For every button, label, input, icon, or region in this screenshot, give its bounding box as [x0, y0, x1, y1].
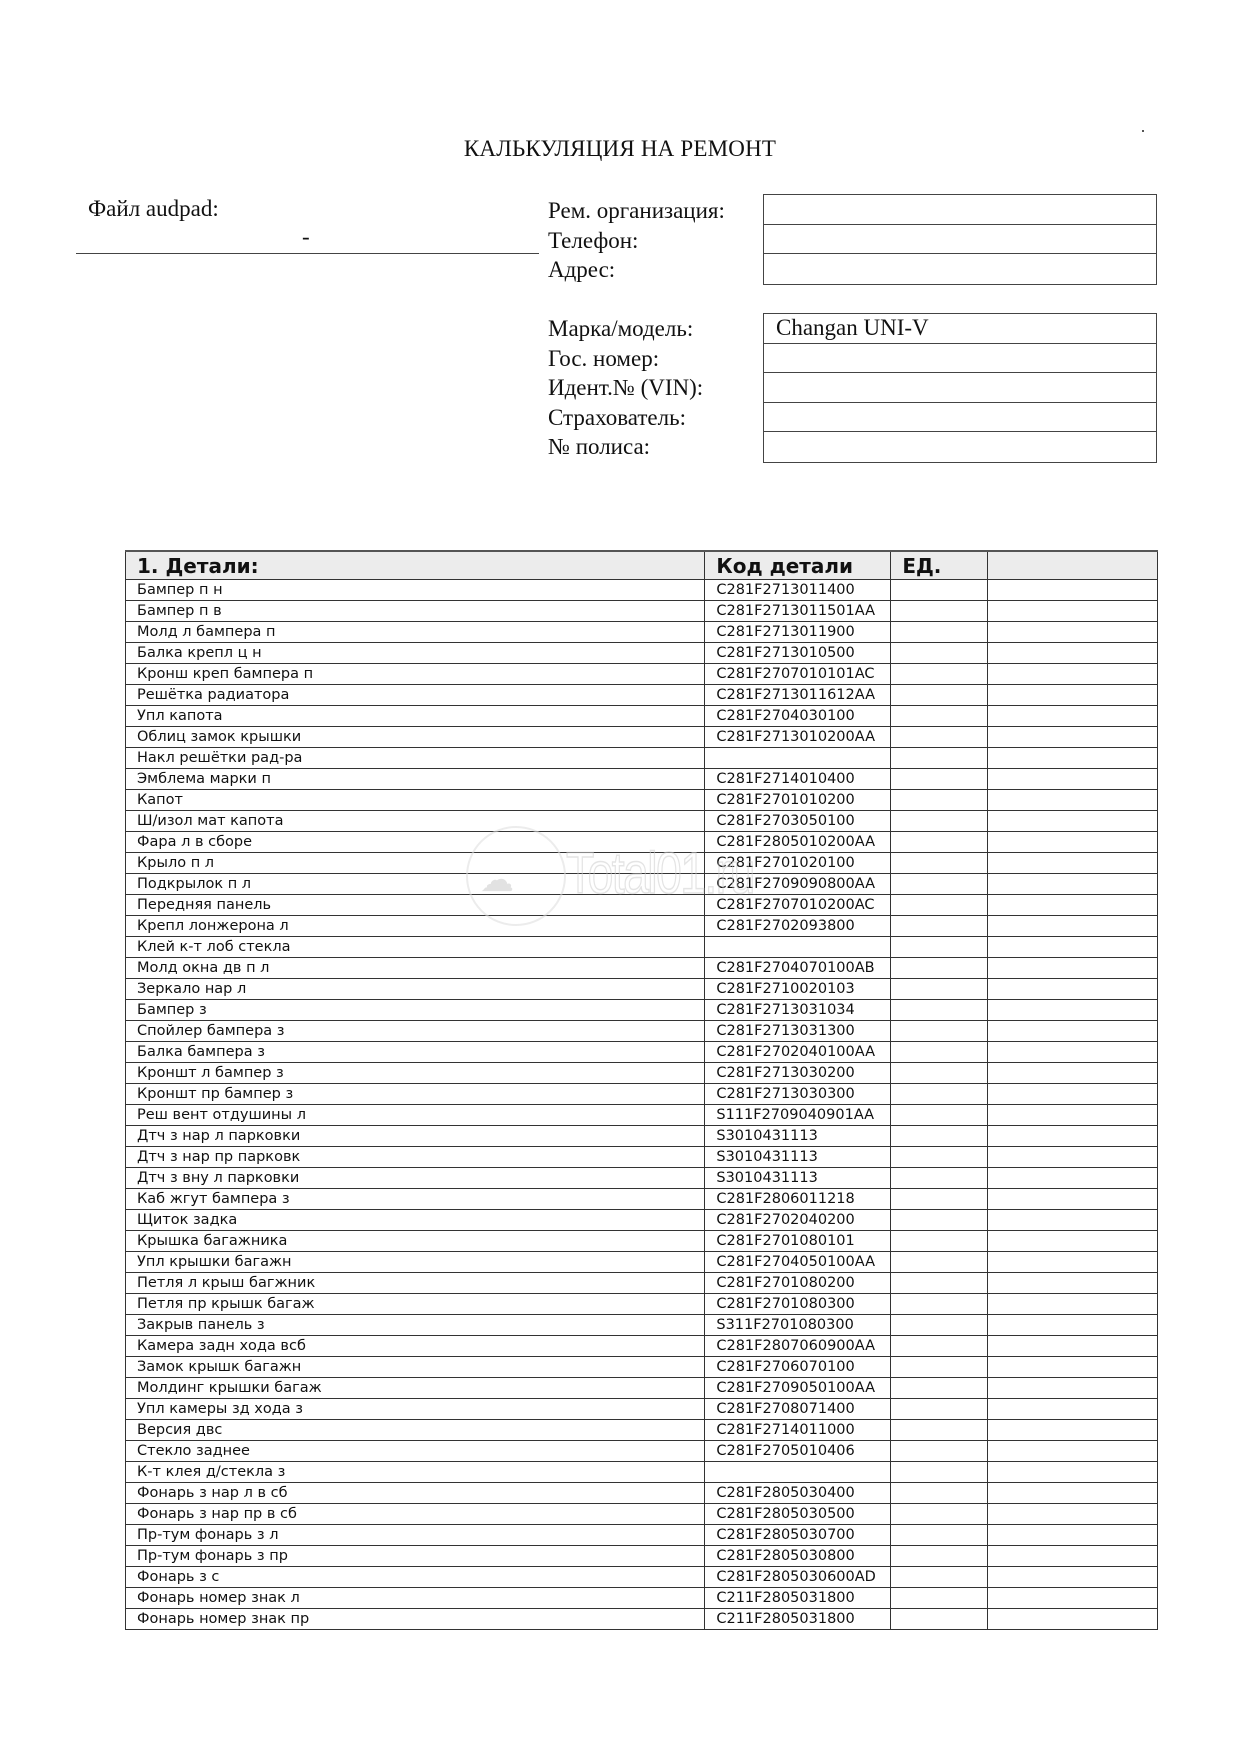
- part-code-cell: C281F2713031300: [705, 1021, 891, 1042]
- parts-table: [125, 550, 1158, 1630]
- part-extra-cell[interactable]: [988, 706, 1158, 727]
- part-unit-cell[interactable]: [891, 958, 988, 979]
- table-row: [126, 1042, 1158, 1063]
- table-row: [126, 1063, 1158, 1084]
- part-unit-cell[interactable]: [891, 664, 988, 685]
- table-row: [126, 601, 1158, 622]
- table-row: [126, 790, 1158, 811]
- part-unit-cell[interactable]: [891, 1063, 988, 1084]
- table-row: [126, 685, 1158, 706]
- table-row: [126, 1084, 1158, 1105]
- part-unit-cell[interactable]: [891, 1042, 988, 1063]
- part-code-cell: C281F2701080300: [705, 1294, 891, 1315]
- part-unit-cell[interactable]: [891, 1210, 988, 1231]
- table-row: [126, 1294, 1158, 1315]
- part-unit-cell[interactable]: [891, 643, 988, 664]
- part-name-cell: Щиток задка: [126, 1210, 705, 1231]
- part-code-cell: C281F2805010200AA: [705, 832, 891, 853]
- part-extra-cell[interactable]: [988, 1084, 1158, 1105]
- org-field-phone[interactable]: [764, 225, 1156, 255]
- part-name-cell: Фонарь з с: [126, 1567, 705, 1588]
- part-unit-cell[interactable]: [891, 1546, 988, 1567]
- part-code-cell: C281F2708071400: [705, 1399, 891, 1420]
- part-name-cell: Упл камеры зд хода з: [126, 1399, 705, 1420]
- table-row: [126, 1105, 1158, 1126]
- table-row: [126, 727, 1158, 748]
- part-extra-cell[interactable]: [988, 601, 1158, 622]
- part-code-cell: C281F2704030100: [705, 706, 891, 727]
- part-name-cell: Фонарь номер знак пр: [126, 1609, 705, 1630]
- part-code-cell: C281F2702093800: [705, 916, 891, 937]
- part-unit-cell[interactable]: [891, 1588, 988, 1609]
- part-unit-cell[interactable]: [891, 1504, 988, 1525]
- part-name-cell: Пр-тум фонарь з л: [126, 1525, 705, 1546]
- part-name-cell: Балка бампера з: [126, 1042, 705, 1063]
- table-row: [126, 1315, 1158, 1336]
- part-code-cell: C281F2713011501AA: [705, 601, 891, 622]
- part-code-cell: C281F2707010200AC: [705, 895, 891, 916]
- part-code-cell: C281F2705010406: [705, 1441, 891, 1462]
- part-unit-cell[interactable]: [891, 1273, 988, 1294]
- part-name-cell: Версия двс: [126, 1420, 705, 1441]
- part-extra-cell[interactable]: [988, 1588, 1158, 1609]
- part-unit-cell[interactable]: [891, 1105, 988, 1126]
- org-label-phone: Телефон:: [548, 227, 639, 253]
- part-extra-cell[interactable]: [988, 832, 1158, 853]
- part-extra-cell[interactable]: [988, 769, 1158, 790]
- part-name-cell: Каб жгут бампера з: [126, 1189, 705, 1210]
- part-unit-cell[interactable]: [891, 811, 988, 832]
- part-name-cell: Петля л крыш багжник: [126, 1273, 705, 1294]
- table-row: [126, 1378, 1158, 1399]
- part-name-cell: Зеркало нар л: [126, 979, 705, 1000]
- part-code-cell: C281F2713010200AA: [705, 727, 891, 748]
- part-extra-cell[interactable]: [988, 1168, 1158, 1189]
- part-name-cell: Камера задн хода всб: [126, 1336, 705, 1357]
- part-code-cell: C281F2701010200: [705, 790, 891, 811]
- part-extra-cell[interactable]: [988, 1189, 1158, 1210]
- header-part-code: Код детали: [705, 551, 891, 580]
- part-code-cell: [705, 937, 891, 958]
- stray-dot: [1142, 130, 1144, 132]
- part-name-cell: Молд л бампера п: [126, 622, 705, 643]
- part-code-cell: C281F2713011400: [705, 580, 891, 601]
- part-unit-cell[interactable]: [891, 979, 988, 1000]
- part-name-cell: К-т клея д/стекла з: [126, 1462, 705, 1483]
- part-code-cell: C281F2704050100AA: [705, 1252, 891, 1273]
- part-code-cell: C281F2714011000: [705, 1420, 891, 1441]
- table-row: [126, 1609, 1158, 1630]
- table-row: [126, 580, 1158, 601]
- table-row: [126, 1546, 1158, 1567]
- file-value: -: [302, 224, 310, 249]
- part-name-cell: Облиц замок крышки: [126, 727, 705, 748]
- part-extra-cell[interactable]: [988, 1063, 1158, 1084]
- part-unit-cell[interactable]: [891, 1378, 988, 1399]
- part-code-cell: C281F2701020100: [705, 853, 891, 874]
- parts-table-header: [126, 551, 1158, 580]
- part-name-cell: Спойлер бампера з: [126, 1021, 705, 1042]
- parts-table-body: [126, 580, 1158, 1630]
- part-name-cell: Молд окна дв п л: [126, 958, 705, 979]
- part-extra-cell[interactable]: [988, 874, 1158, 895]
- part-name-cell: Молдинг крышки багаж: [126, 1378, 705, 1399]
- table-row: [126, 1504, 1158, 1525]
- part-unit-cell[interactable]: [891, 1357, 988, 1378]
- part-name-cell: Фара л в сборе: [126, 832, 705, 853]
- part-unit-cell[interactable]: [891, 1420, 988, 1441]
- part-extra-cell[interactable]: [988, 1231, 1158, 1252]
- car-icon: ☁: [480, 862, 514, 899]
- part-unit-cell[interactable]: [891, 1147, 988, 1168]
- part-name-cell: Бампер п н: [126, 580, 705, 601]
- part-name-cell: Ш/изол мат капота: [126, 811, 705, 832]
- part-unit-cell[interactable]: [891, 832, 988, 853]
- table-row: [126, 832, 1158, 853]
- part-code-cell: C281F2713010500: [705, 643, 891, 664]
- part-extra-cell[interactable]: [988, 1126, 1158, 1147]
- part-unit-cell[interactable]: [891, 706, 988, 727]
- part-extra-cell[interactable]: [988, 790, 1158, 811]
- part-name-cell: Стекло заднее: [126, 1441, 705, 1462]
- part-extra-cell[interactable]: [988, 1420, 1158, 1441]
- table-row: [126, 1273, 1158, 1294]
- table-row: [126, 1525, 1158, 1546]
- part-code-cell: C281F2807060900AA: [705, 1336, 891, 1357]
- vehicle-field-make-model[interactable]: Changan UNI-V: [764, 314, 1156, 344]
- table-row: [126, 1441, 1158, 1462]
- part-extra-cell[interactable]: [988, 1441, 1158, 1462]
- table-row: [126, 1357, 1158, 1378]
- part-code-cell: C281F2702040100AA: [705, 1042, 891, 1063]
- part-extra-cell[interactable]: [988, 1105, 1158, 1126]
- part-name-cell: Упл капота: [126, 706, 705, 727]
- part-name-cell: Кроншт л бампер з: [126, 1063, 705, 1084]
- part-code-cell: C281F2702040200: [705, 1210, 891, 1231]
- part-extra-cell[interactable]: [988, 622, 1158, 643]
- part-unit-cell[interactable]: [891, 580, 988, 601]
- part-extra-cell[interactable]: [988, 685, 1158, 706]
- part-extra-cell[interactable]: [988, 1294, 1158, 1315]
- part-code-cell: S3010431113: [705, 1168, 891, 1189]
- header-parts: 1. Детали:: [126, 551, 705, 580]
- part-code-cell: C281F2706070100: [705, 1357, 891, 1378]
- part-code-cell: C281F2707010101AC: [705, 664, 891, 685]
- part-extra-cell[interactable]: [988, 1378, 1158, 1399]
- part-name-cell: Закрыв панель з: [126, 1315, 705, 1336]
- table-row: [126, 1189, 1158, 1210]
- part-name-cell: Фонарь з нар л в сб: [126, 1483, 705, 1504]
- part-code-cell: C211F2805031800: [705, 1588, 891, 1609]
- table-row: [126, 1336, 1158, 1357]
- table-row: [126, 1231, 1158, 1252]
- table-row: [126, 769, 1158, 790]
- part-name-cell: Реш вент отдушины л: [126, 1105, 705, 1126]
- part-unit-cell[interactable]: [891, 853, 988, 874]
- vehicle-label-make-model: Марка/модель:: [548, 316, 694, 341]
- part-code-cell: S3010431113: [705, 1126, 891, 1147]
- part-extra-cell[interactable]: [988, 1357, 1158, 1378]
- part-extra-cell[interactable]: [988, 643, 1158, 664]
- part-name-cell: Дтч з вну л парковки: [126, 1168, 705, 1189]
- table-row: [126, 1210, 1158, 1231]
- table-row: [126, 937, 1158, 958]
- part-name-cell: Крыло п л: [126, 853, 705, 874]
- table-row: [126, 706, 1158, 727]
- part-unit-cell[interactable]: [891, 1336, 988, 1357]
- org-field-address[interactable]: [764, 254, 1156, 284]
- part-extra-cell[interactable]: [988, 1252, 1158, 1273]
- part-code-cell: [705, 1462, 891, 1483]
- part-code-cell: C281F2805030400: [705, 1483, 891, 1504]
- table-row: [126, 1483, 1158, 1504]
- part-extra-cell[interactable]: [988, 1021, 1158, 1042]
- table-row: [126, 853, 1158, 874]
- table-row: [126, 1462, 1158, 1483]
- part-extra-cell[interactable]: [988, 748, 1158, 769]
- part-unit-cell[interactable]: [891, 916, 988, 937]
- part-name-cell: Подкрылок п л: [126, 874, 705, 895]
- part-unit-cell[interactable]: [891, 895, 988, 916]
- part-unit-cell[interactable]: [891, 937, 988, 958]
- part-unit-cell[interactable]: [891, 1168, 988, 1189]
- part-unit-cell[interactable]: [891, 727, 988, 748]
- org-label-address: Адрес:: [548, 257, 616, 282]
- part-unit-cell[interactable]: [891, 1399, 988, 1420]
- part-unit-cell[interactable]: [891, 685, 988, 706]
- part-code-cell: C281F2714010400: [705, 769, 891, 790]
- part-unit-cell[interactable]: [891, 1483, 988, 1504]
- table-row: [126, 1252, 1158, 1273]
- part-unit-cell[interactable]: [891, 1000, 988, 1021]
- part-code-cell: [705, 748, 891, 769]
- part-name-cell: Пр-тум фонарь з пр: [126, 1546, 705, 1567]
- part-extra-cell[interactable]: [988, 1336, 1158, 1357]
- part-extra-cell[interactable]: [988, 1000, 1158, 1021]
- part-unit-cell[interactable]: [891, 622, 988, 643]
- table-row: [126, 1000, 1158, 1021]
- part-code-cell: C281F2805030800: [705, 1546, 891, 1567]
- table-row: [126, 1021, 1158, 1042]
- part-unit-cell[interactable]: [891, 1609, 988, 1630]
- table-row: [126, 1567, 1158, 1588]
- part-name-cell: Решётка радиатора: [126, 685, 705, 706]
- part-extra-cell[interactable]: [988, 664, 1158, 685]
- part-name-cell: Замок крышк багажн: [126, 1357, 705, 1378]
- vehicle-field-policy[interactable]: [764, 432, 1156, 462]
- table-row: [126, 1147, 1158, 1168]
- part-name-cell: Капот: [126, 790, 705, 811]
- org-label-repair-org: Рем. организация:: [548, 198, 725, 223]
- part-name-cell: Кроншт пр бампер з: [126, 1084, 705, 1105]
- table-row: [126, 1420, 1158, 1441]
- part-unit-cell[interactable]: [891, 1462, 988, 1483]
- part-extra-cell[interactable]: [988, 958, 1158, 979]
- part-extra-cell[interactable]: [988, 937, 1158, 958]
- part-code-cell: C281F2713030200: [705, 1063, 891, 1084]
- vehicle-label-vin: Идент.№ (VIN):: [548, 375, 704, 400]
- part-name-cell: Дтч з нар пр парковк: [126, 1147, 705, 1168]
- part-name-cell: Бампер з: [126, 1000, 705, 1021]
- document-title: КАЛЬКУЛЯЦИЯ НА РЕМОНТ: [463, 136, 777, 161]
- table-row: [126, 1399, 1158, 1420]
- part-unit-cell[interactable]: [891, 601, 988, 622]
- part-extra-cell[interactable]: [988, 1504, 1158, 1525]
- part-unit-cell[interactable]: [891, 769, 988, 790]
- part-name-cell: Крышка багажника: [126, 1231, 705, 1252]
- table-row: [126, 916, 1158, 937]
- file-underline: [76, 253, 539, 254]
- part-extra-cell[interactable]: [988, 895, 1158, 916]
- part-unit-cell[interactable]: [891, 1252, 988, 1273]
- part-extra-cell[interactable]: [988, 1273, 1158, 1294]
- part-code-cell: C281F2806011218: [705, 1189, 891, 1210]
- part-name-cell: Крепл лонжерона л: [126, 916, 705, 937]
- part-code-cell: C281F2713011612AA: [705, 685, 891, 706]
- vehicle-field-insured[interactable]: [764, 403, 1156, 433]
- part-name-cell: Фонарь номер знак л: [126, 1588, 705, 1609]
- part-code-cell: C281F2713030300: [705, 1084, 891, 1105]
- part-name-cell: Петля пр крышк багаж: [126, 1294, 705, 1315]
- table-row: [126, 979, 1158, 1000]
- file-label: Файл audpad:: [88, 196, 219, 221]
- part-code-cell: C281F2701080101: [705, 1231, 891, 1252]
- part-extra-cell[interactable]: [988, 811, 1158, 832]
- part-extra-cell[interactable]: [988, 1399, 1158, 1420]
- table-row: [126, 1588, 1158, 1609]
- part-unit-cell[interactable]: [891, 1189, 988, 1210]
- part-code-cell: C281F2709090800AA: [705, 874, 891, 895]
- part-code-cell: S3010431113: [705, 1147, 891, 1168]
- organization-boxes: [763, 194, 1157, 285]
- part-name-cell: Бампер п в: [126, 601, 705, 622]
- part-unit-cell[interactable]: [891, 1567, 988, 1588]
- part-extra-cell[interactable]: [988, 580, 1158, 601]
- table-row: [126, 1126, 1158, 1147]
- organization-labels: [548, 196, 725, 285]
- table-row: [126, 748, 1158, 769]
- part-name-cell: Фонарь з нар пр в сб: [126, 1504, 705, 1525]
- header-extra: [988, 551, 1158, 580]
- watermark-text: Total01.ru: [566, 841, 754, 906]
- part-code-cell: C281F2709050100AA: [705, 1378, 891, 1399]
- part-name-cell: Клей к-т лоб стекла: [126, 937, 705, 958]
- part-unit-cell[interactable]: [891, 790, 988, 811]
- header-unit: ЕД.: [891, 551, 988, 580]
- table-row: [126, 811, 1158, 832]
- part-extra-cell[interactable]: [988, 1210, 1158, 1231]
- part-unit-cell[interactable]: [891, 1294, 988, 1315]
- part-extra-cell[interactable]: [988, 1546, 1158, 1567]
- table-row: [126, 622, 1158, 643]
- vehicle-field-plate[interactable]: [764, 344, 1156, 374]
- part-unit-cell[interactable]: [891, 1315, 988, 1336]
- part-code-cell: C281F2805030500: [705, 1504, 891, 1525]
- part-extra-cell[interactable]: [988, 1525, 1158, 1546]
- part-extra-cell[interactable]: [988, 1483, 1158, 1504]
- part-name-cell: Упл крышки багажн: [126, 1252, 705, 1273]
- vehicle-label-insured: Страхователь:: [548, 404, 686, 430]
- table-row: [126, 643, 1158, 664]
- org-field-repair-org[interactable]: [764, 195, 1156, 225]
- part-extra-cell[interactable]: [988, 1042, 1158, 1063]
- part-extra-cell[interactable]: [988, 1609, 1158, 1630]
- part-name-cell: Дтч з нар л парковки: [126, 1126, 705, 1147]
- part-extra-cell[interactable]: [988, 1462, 1158, 1483]
- part-code-cell: C281F2713031034: [705, 1000, 891, 1021]
- table-row: [126, 664, 1158, 685]
- part-code-cell: C281F2805030600AD: [705, 1567, 891, 1588]
- part-code-cell: S311F2701080300: [705, 1315, 891, 1336]
- part-extra-cell[interactable]: [988, 916, 1158, 937]
- part-code-cell: C281F2805030700: [705, 1525, 891, 1546]
- part-name-cell: Накл решётки рад-ра: [126, 748, 705, 769]
- part-name-cell: Кронш креп бампера п: [126, 664, 705, 685]
- part-unit-cell[interactable]: [891, 1525, 988, 1546]
- part-unit-cell[interactable]: [891, 748, 988, 769]
- part-extra-cell[interactable]: [988, 1567, 1158, 1588]
- part-unit-cell[interactable]: [891, 1231, 988, 1252]
- part-code-cell: C281F2704070100AB: [705, 958, 891, 979]
- part-unit-cell[interactable]: [891, 874, 988, 895]
- part-name-cell: Балка крепл ц н: [126, 643, 705, 664]
- part-unit-cell[interactable]: [891, 1126, 988, 1147]
- part-code-cell: C281F2703050100: [705, 811, 891, 832]
- vehicle-labels: [548, 314, 703, 462]
- part-extra-cell[interactable]: [988, 1147, 1158, 1168]
- part-unit-cell[interactable]: [891, 1021, 988, 1042]
- part-code-cell: S111F2709040901AA: [705, 1105, 891, 1126]
- vehicle-boxes: [763, 313, 1157, 463]
- part-unit-cell[interactable]: [891, 1084, 988, 1105]
- table-row: [126, 958, 1158, 979]
- vehicle-label-plate: Гос. номер:: [548, 345, 660, 371]
- part-unit-cell[interactable]: [891, 1441, 988, 1462]
- part-code-cell: C281F2701080200: [705, 1273, 891, 1294]
- table-row: [126, 1168, 1158, 1189]
- part-code-cell: C281F2710020103: [705, 979, 891, 1000]
- vehicle-field-vin[interactable]: [764, 373, 1156, 403]
- part-code-cell: C211F2805031800: [705, 1609, 891, 1630]
- part-extra-cell[interactable]: [988, 1315, 1158, 1336]
- part-code-cell: C281F2713011900: [705, 622, 891, 643]
- part-extra-cell[interactable]: [988, 727, 1158, 748]
- part-extra-cell[interactable]: [988, 853, 1158, 874]
- table-row: [126, 874, 1158, 895]
- vehicle-label-policy: № полиса:: [548, 434, 651, 459]
- table-row: [126, 895, 1158, 916]
- part-extra-cell[interactable]: [988, 979, 1158, 1000]
- part-name-cell: Передняя панель: [126, 895, 705, 916]
- part-name-cell: Эмблема марки п: [126, 769, 705, 790]
